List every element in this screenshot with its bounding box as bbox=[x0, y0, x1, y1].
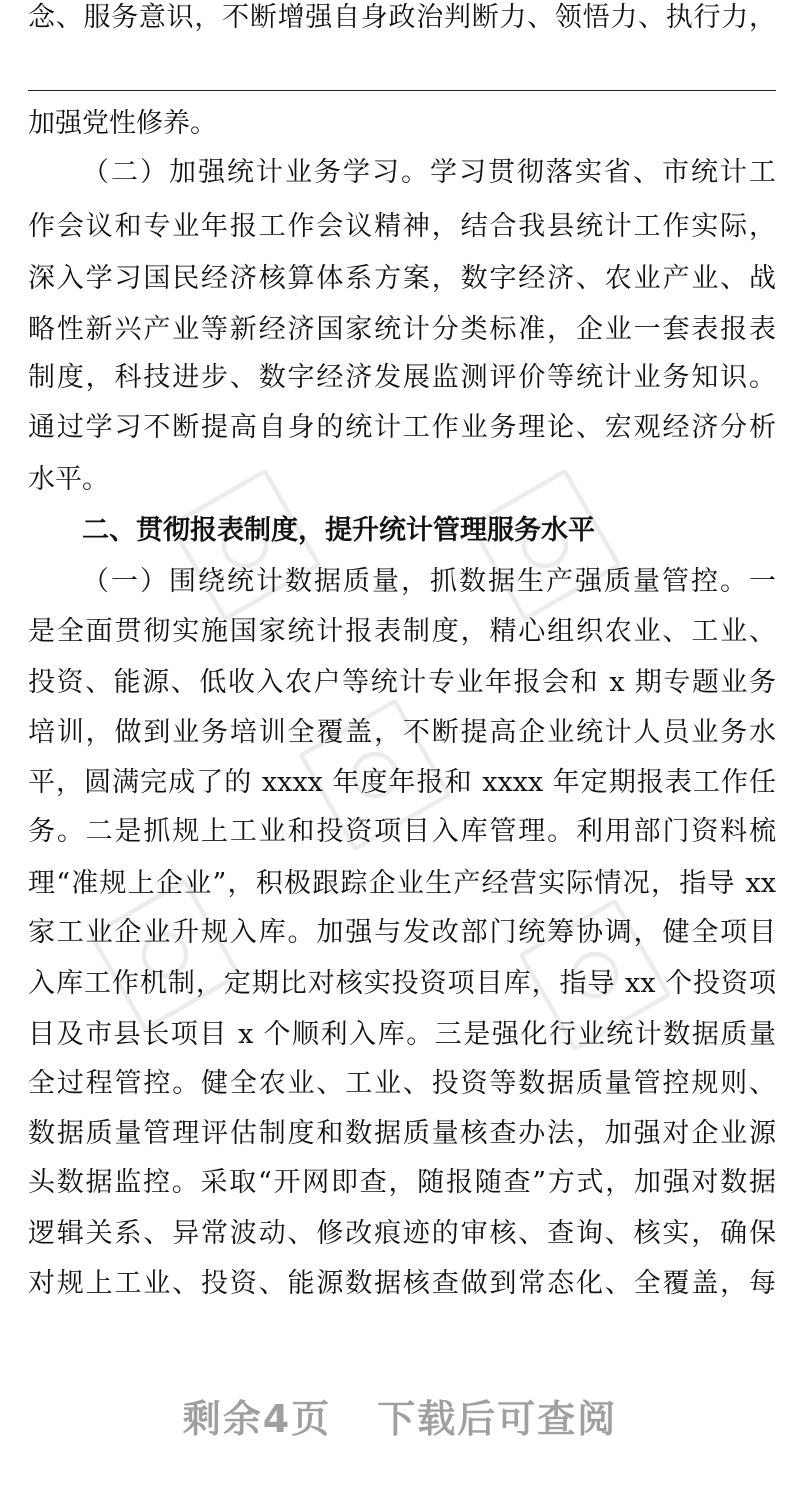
text-line: 投资、能源、低收入农户等统计专业年报会和 x 期专题业务 bbox=[28, 667, 776, 698]
text-line: 略性新兴产业等新经济国家统计分类标准，企业一套表报表 bbox=[28, 314, 776, 345]
download-to-view-label: 下载后可查阅 bbox=[377, 1397, 618, 1441]
text-line: 加强党性修养。 bbox=[28, 108, 217, 139]
text-line: 培训，做到业务培训全覆盖，不断提高企业统计人员业务水 bbox=[28, 717, 776, 748]
text-line: 通过学习不断提高自身的统计工作业务理论、宏观经济分析 bbox=[28, 412, 776, 443]
remaining-pages-label: 剩余4页 bbox=[182, 1397, 332, 1441]
text-line: 是全面贯彻实施国家统计报表制度，精心组织农业、工业、 bbox=[28, 616, 776, 647]
text-line: 作会议和专业年报工作会议精神，结合我县统计工作实际， bbox=[28, 211, 776, 242]
section-heading: 二、贯彻报表制度，提升统计管理服务水平 bbox=[82, 515, 595, 546]
text-line: 头数据监控。采取“开网即查，随报随查”方式，加强对数据 bbox=[28, 1167, 776, 1198]
text-line: 水平。 bbox=[28, 464, 109, 495]
text-line: 务。二是抓规上工业和投资项目入库管理。利用部门资料梳 bbox=[28, 816, 776, 847]
text-line: 全过程管控。健全农业、工业、投资等数据质量管控规则、 bbox=[28, 1068, 776, 1099]
text-line-top: 念、服务意识，不断增强自身政治判断力、领悟力、执行力， bbox=[28, 2, 776, 33]
text-line: 平，圆满完成了的 xxxx 年度年报和 xxxx 年定期报表工作任 bbox=[28, 767, 776, 798]
text-line: 理“准规上企业”，积极跟踪企业生产经营实际情况，指导 xx bbox=[28, 868, 776, 899]
text-line: 深入学习国民经济核算体系方案，数字经济、农业产业、战 bbox=[28, 263, 776, 294]
page-divider bbox=[28, 90, 776, 91]
text-line: 制度，科技进步、数字经济发展监测评价等统计业务知识。 bbox=[28, 362, 776, 393]
text-line: 对规上工业、投资、能源数据核查做到常态化、全覆盖，每 bbox=[28, 1268, 776, 1299]
text-line: （二）加强统计业务学习。学习贯彻落实省、市统计工 bbox=[82, 157, 776, 188]
text-line: 入库工作机制，定期比对核实投资项目库，指导 xx 个投资项 bbox=[28, 968, 776, 999]
text-line: 目及市县长项目 x 个顺利入库。三是强化行业统计数据质量 bbox=[28, 1019, 776, 1050]
text-line: 数据质量管理评估制度和数据质量核查办法，加强对企业源 bbox=[28, 1118, 776, 1149]
text-line: 逻辑关系、异常波动、修改痕迹的审核、查询、核实，确保 bbox=[28, 1218, 776, 1249]
download-banner[interactable] bbox=[0, 1388, 800, 1443]
text-line: 家工业企业升规入库。加强与发改部门统筹协调，健全项目 bbox=[28, 917, 776, 948]
text-line: （一）围绕统计数据质量，抓数据生产强质量管控。一 bbox=[82, 566, 776, 597]
